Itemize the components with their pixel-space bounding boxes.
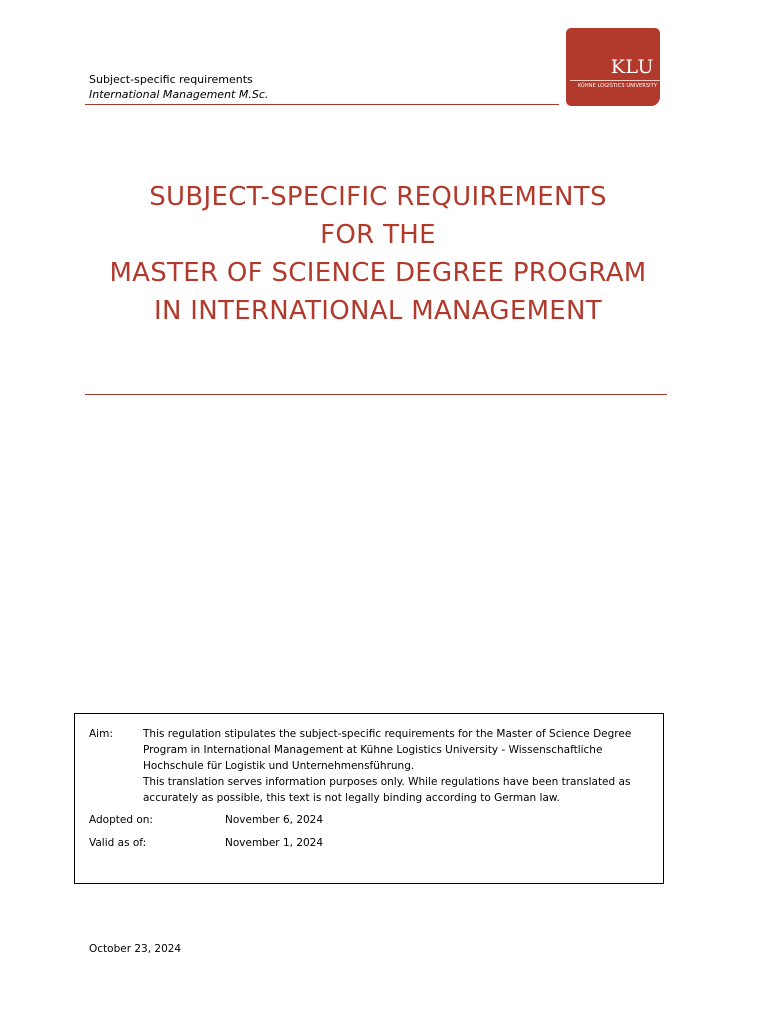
title-line: IN INTERNATIONAL MANAGEMENT [154,296,602,326]
title-line: MASTER OF SCIENCE DEGREE PROGRAM [109,258,647,288]
aim-text-line: accurately as possible, this text is not legally binding according to German law. [143,792,560,804]
title-line: SUBJECT-SPECIFIC REQUIREMENTS [149,182,607,212]
adopted-date: November 6, 2024 [225,814,324,826]
valid-date: November 1, 2024 [225,837,324,849]
title-line: FOR THE [320,220,436,250]
aim-text [143,726,655,806]
aim-text-line: Program in International Management at Kühne Logistics University - Wissenschaftliche [143,744,603,756]
logo-wordmark: KLU [610,56,654,78]
logo-divider [570,80,660,81]
aim-text-line: This regulation stipulates the subject-specific requirements for the Master of Science Degree [143,728,632,740]
header-document-type: Subject-specific requirements [89,73,253,86]
document-title [0,178,756,330]
adopted-label: Adopted on: [89,814,153,826]
document-header [89,72,268,102]
header-program-name: International Management M.Sc. [89,88,269,101]
aim-text-line: Hochschule für Logistik und Unternehmensführung. [143,760,415,772]
footer-date: October 23, 2024 [89,943,182,955]
klu-logo [566,28,660,106]
regulation-info-box [74,713,664,884]
title-divider [85,394,667,395]
valid-label: Valid as of: [89,837,147,849]
header-divider [85,104,559,105]
aim-text-line: This translation serves information purposes only. While regulations have been translated as [143,776,631,788]
aim-label: Aim: [89,728,113,740]
logo-subtitle: KÜHNE LOGISTICS UNIVERSITY [577,83,657,89]
